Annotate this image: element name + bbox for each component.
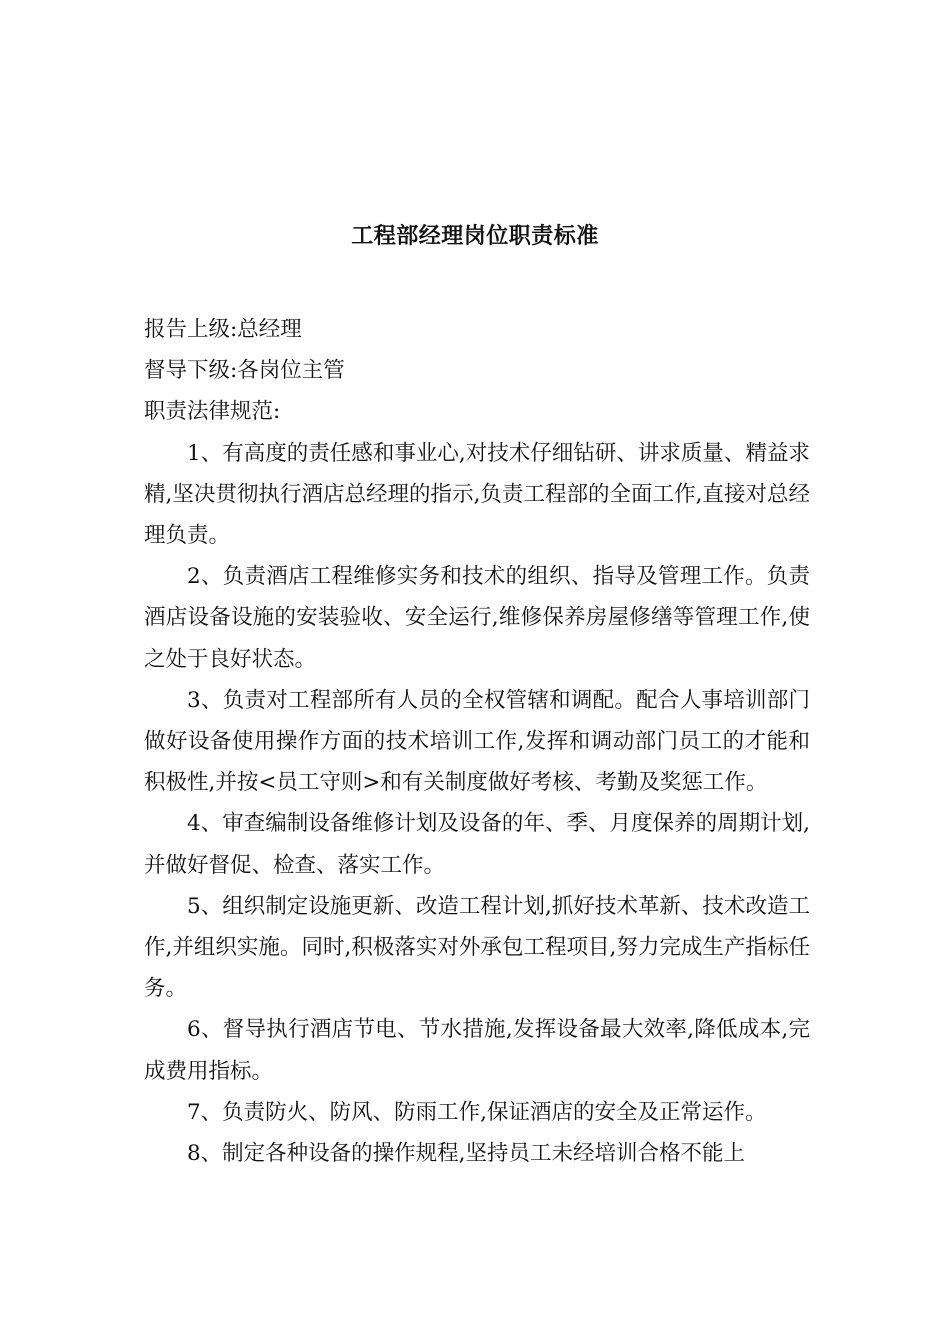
report-to-line: 报告上级:总经理	[144, 317, 302, 342]
duty-item-4: 4、审查编制设备维修计划及设备的年、季、月度保养的周期计划,并做好督促、检查、落实工作。	[144, 811, 810, 878]
duty-item-8: 8、制定各种设备的操作规程,坚持员工未经培训合格不能上	[187, 1141, 746, 1167]
duties-list	[144, 433, 810, 1175]
duty-item-6: 6、督导执行酒店节电、节水措施,发挥设备最大效率,降低成本,完成费用指标。	[144, 1017, 810, 1084]
duties-heading: 职责法律规范:	[144, 399, 281, 425]
document-body	[144, 309, 810, 1174]
duty-item-2: 2、负责酒店工程维修实务和技术的组织、指导及管理工作。负责酒店设备设施的安装验收、安全运行,维修保养房屋修缮等管理工作,使之处于良好状态。	[144, 564, 810, 672]
duty-item-5: 5、组织制定设施更新、改造工程计划,抓好技术革新、技术改造工作,并组织实施。同时,积极落实对外承包工程项目,努力完成生产指标任务。	[144, 893, 810, 1002]
duty-item-1: 1、有高度的责任感和事业心,对技术仔细钻研、讲求质量、精益求精,坚决贯彻执行酒店总经理的指示,负责工程部的全面工作,直接对总经理负责。	[144, 440, 810, 549]
supervise-line: 督导下级:各岗位主管	[144, 358, 345, 384]
duty-item-3: 3、负责对工程部所有人员的全权管辖和调配。配合人事培训部门做好设备使用操作方面的技术培训工作,发挥和调动部门员工的才能和积极性,并按<员工守则>和有关制度做好考核、考勤及奖惩工作。	[144, 687, 810, 796]
duty-item-7: 7、负责防火、防风、防雨工作,保证酒店的安全及正常运作。	[187, 1099, 767, 1125]
document-title: 工程部经理岗位职责标准	[351, 224, 599, 249]
